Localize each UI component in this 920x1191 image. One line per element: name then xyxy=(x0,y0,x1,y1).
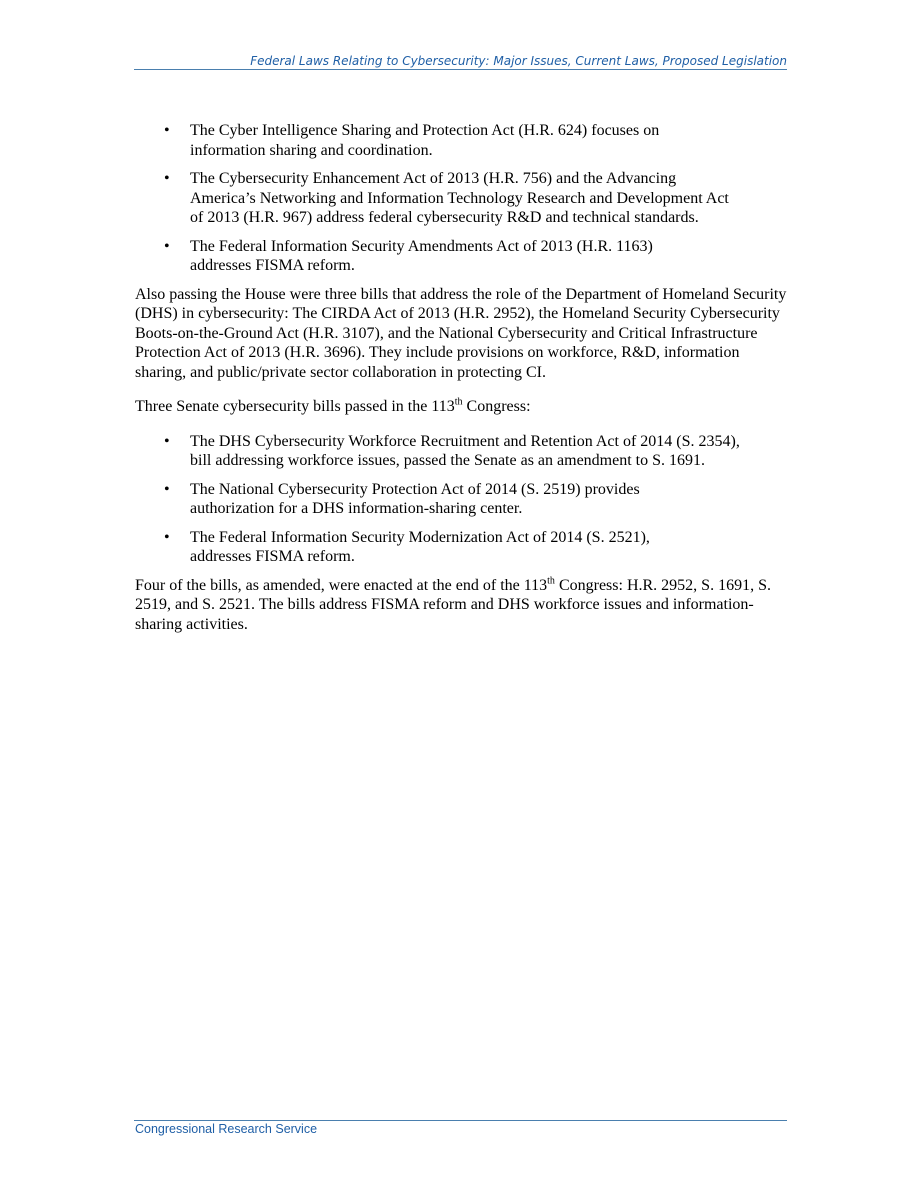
list-item-text: The Federal Information Security Modernization Act of 2014 (S. 2521), addresses FISMA reform. xyxy=(190,528,650,565)
list-item xyxy=(135,480,787,519)
bullet-icon: • xyxy=(164,432,170,450)
list-item xyxy=(135,528,787,567)
bullet-icon: • xyxy=(164,480,170,498)
bullet-icon: • xyxy=(164,528,170,546)
list-item-text: The Cybersecurity Enhancement Act of 2013 (H.R. 756) and the Advancing America’s Networking and Information Technology Research and Development Act of 2013 (H.R. 967) address federal cybersecurity R&D and technical standards. xyxy=(190,170,729,226)
text-segment: Four of the bills, as amended, were enacted at the end of the 113 xyxy=(135,576,548,594)
footer-organization: Congressional Research Service xyxy=(135,1122,318,1136)
ordinal-suffix: th xyxy=(454,396,463,408)
paragraph-enacted-bills xyxy=(135,576,787,635)
text-segment: Congress: H.R. 2952, S. 1691, S. 2519, and S. 2521. The bills address FISMA reform and DHS workforce issues and information-sharing activities. xyxy=(135,576,771,633)
text-segment: Three Senate cybersecurity bills passed in the 113 xyxy=(135,398,455,415)
bullet-icon: • xyxy=(164,122,170,139)
list-item-text: The Federal Information Security Amendments Act of 2013 (H.R. 1163) addresses FISMA reform. xyxy=(190,237,653,274)
paragraph-senate-intro xyxy=(135,397,787,417)
list-item-text: The DHS Cybersecurity Workforce Recruitment and Retention Act of 2014 (S. 2354), bill addressing workforce issues, passed the Senate as an amendment to S. 1691. xyxy=(190,432,740,469)
list-item xyxy=(135,237,787,276)
bullet-icon: • xyxy=(164,170,170,187)
text-segment: Congress: xyxy=(462,398,531,415)
footer-rule xyxy=(134,1120,787,1121)
house-bills-list xyxy=(135,121,787,276)
list-item xyxy=(135,121,787,160)
bullet-icon: • xyxy=(164,237,170,255)
header-rule xyxy=(134,69,787,70)
list-item xyxy=(135,169,787,228)
ordinal-suffix: th xyxy=(547,575,555,587)
senate-bills-list xyxy=(135,432,787,567)
running-header: Federal Laws Relating to Cybersecurity: Major Issues, Current Laws, Proposed Legislation xyxy=(250,54,787,68)
paragraph-dhs-bills: Also passing the House were three bills that address the role of the Department of Homeland Security (DHS) in cybersecurity: The CIRDA Act of 2013 (H.R. 2952), the Homeland Security Cybersecurity Boots-on-the-Ground Act (H.R. 3107), and the National Cybersecurity and Critical Infrastructure Protection Act of 2013 (H.R. 3696). They include provisions on workforce, R&D, information sharing, and public/private sector collaboration in protecting CI. xyxy=(135,285,787,381)
list-item xyxy=(135,432,787,471)
page-body xyxy=(135,121,787,649)
list-item-text: The National Cybersecurity Protection Act of 2014 (S. 2519) provides authorization for a DHS information-sharing center. xyxy=(190,480,640,517)
list-item-text: The Cyber Intelligence Sharing and Protection Act (H.R. 624) focuses on information sharing and coordination. xyxy=(190,122,660,159)
